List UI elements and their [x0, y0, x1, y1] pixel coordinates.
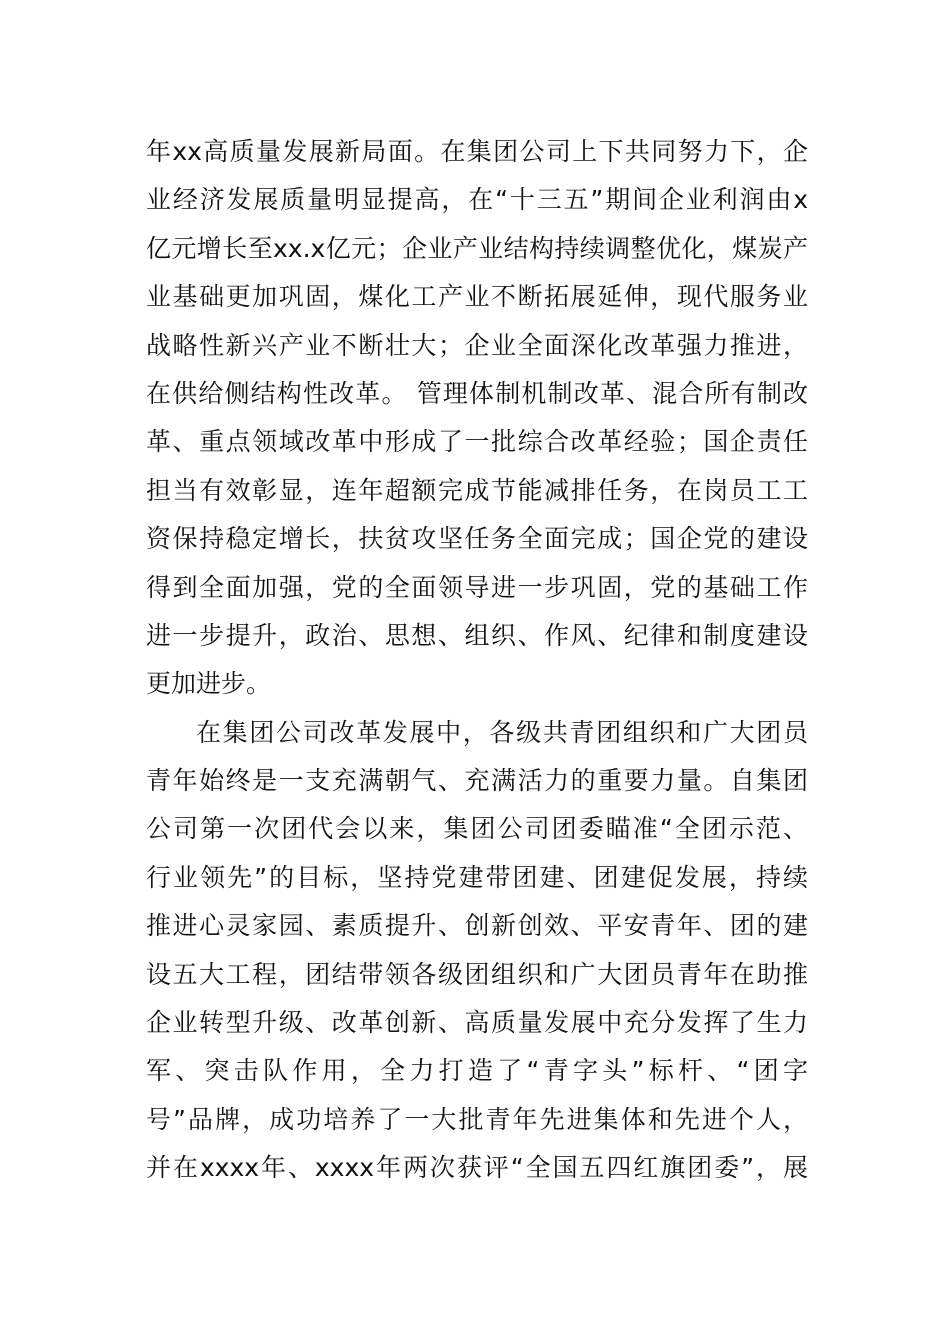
text-line: 号”品牌，成功培养了一大批青年先进集体和先进个人，	[146, 1104, 808, 1134]
text-line: 行业领先”的目标，坚持党建带团建、团建促发展，持续	[146, 862, 808, 892]
text-line: 业基础更加巩固，煤化工产业不断拓展延伸，现代服务业	[146, 282, 808, 312]
text-line: 战略性新兴产业不断壮大；企业全面深化改革强力推进，	[146, 330, 808, 360]
text-line: 企业转型升级、改革创新、高质量发展中充分发挥了生力	[146, 1008, 808, 1038]
text-line: 设五大工程，团结带领各级团组织和广大团员青年在助推	[146, 959, 808, 989]
body-text	[146, 128, 808, 1193]
text-line: 在供给侧结构性改革。 管理体制机制改革、混合所有制改	[146, 378, 808, 408]
text-line: 担当有效彰显，连年超额完成节能减排任务，在岗员工工	[146, 475, 808, 505]
text-line: 公司第一次团代会以来，集团公司团委瞄准“全团示范、	[146, 814, 808, 844]
text-line: 更加进步。	[146, 669, 272, 699]
text-line: 青年始终是一支充满朝气、充满活力的重要力量。自集团	[146, 766, 808, 796]
paragraph-start-line: 在集团公司改革发展中，各级共青团组织和广大团员	[196, 717, 808, 747]
text-line: 得到全面加强，党的全面领导进一步巩固，党的基础工作	[146, 572, 808, 602]
text-line: 亿元增长至xx.x亿元；企业产业结构持续调整优化，煤炭产	[146, 233, 808, 263]
text-line: 年xx高质量发展新局面。在集团公司上下共同努力下，企	[146, 137, 808, 166]
text-line: 进一步提升，政治、思想、组织、作风、纪律和制度建设	[146, 620, 808, 650]
text-line: 军、突击队作用，全力打造了“青字头”标杆、“团字	[146, 1056, 808, 1086]
text-line: 并在xxxx年、xxxx年两次获评“全国五四红旗团委”，展	[146, 1153, 808, 1183]
text-line: 推进心灵家园、素质提升、创新创效、平安青年、团的建	[146, 911, 808, 941]
text-line: 革、重点领域改革中形成了一批综合改革经验；国企责任	[146, 427, 808, 457]
text-line: 资保持稳定增长，扶贫攻坚任务全面完成；国企党的建设	[146, 524, 808, 554]
text-line: 业经济发展质量明显提高，在“十三五”期间企业利润由x	[146, 185, 808, 215]
